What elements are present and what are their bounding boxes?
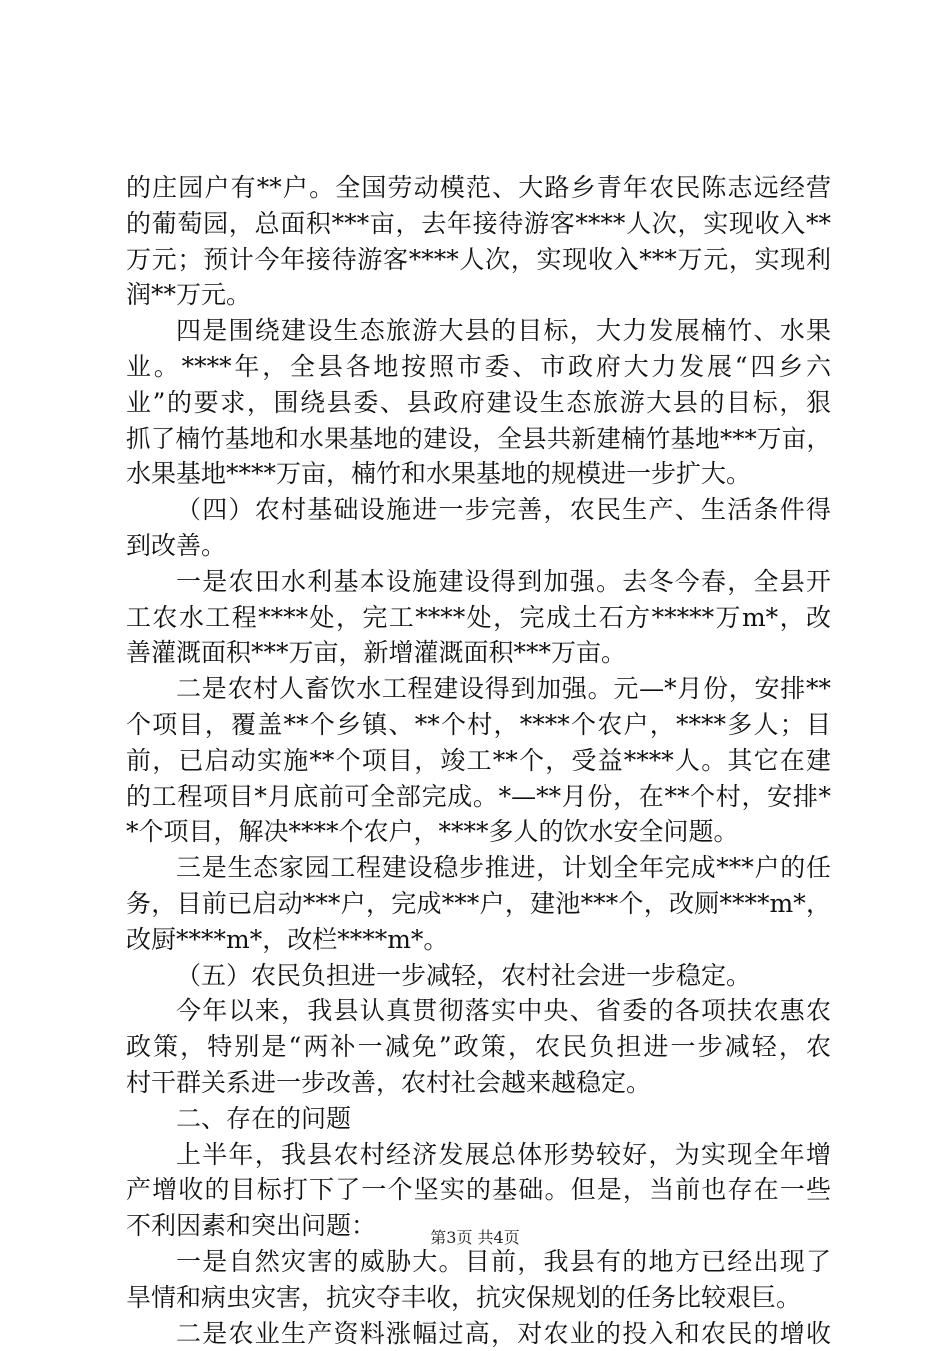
document-body [126, 170, 831, 1351]
text-line: 产增收的目标打下了一个坚实的基础。但是，当前也存在一些 [126, 1172, 831, 1208]
text-line: 四是围绕建设生态旅游大县的目标，大力发展楠竹、水果 [126, 313, 831, 349]
text-line: 务，目前已启动***户，完成***户，建池***个，改厕****m*， [126, 886, 831, 922]
text-line: 二、存在的问题 [126, 1101, 831, 1137]
text-line: 个项目，覆盖**个乡镇、**个村，****个农户，****多人；目 [126, 707, 831, 743]
text-line: 改厨****m*，改栏****m*。 [126, 922, 831, 958]
text-line: 业。****年，全县各地按照市委、市政府大力发展“四乡六 [126, 349, 831, 385]
text-line: 二是农村人畜饮水工程建设得到加强。元—*月份，安排** [126, 671, 831, 707]
text-line: 万元；预计今年接待游客****人次，实现收入***万元，实现利 [126, 242, 831, 278]
text-line: 三是生态家园工程建设稳步推进，计划全年完成***户的任 [126, 850, 831, 886]
text-line: 润**万元。 [126, 277, 831, 313]
text-line: （四）农村基础设施进一步完善，农民生产、生活条件得 [126, 492, 831, 528]
text-line: 上半年，我县农村经济发展总体形势较好，为实现全年增 [126, 1137, 831, 1173]
text-line: 抓了楠竹基地和水果基地的建设，全县共新建楠竹基地***万亩， [126, 421, 831, 457]
text-line: 业”的要求，围绕县委、县政府建设生态旅游大县的目标，狠 [126, 385, 831, 421]
text-line: 的工程项目*月底前可全部完成。*—**月份，在**个村，安排* [126, 779, 831, 815]
text-line: 村干群关系进一步改善，农村社会越来越稳定。 [126, 1065, 831, 1101]
text-line: 一是农田水利基本设施建设得到加强。去冬今春，全县开 [126, 564, 831, 600]
text-line: 的葡萄园，总面积***亩，去年接待游客****人次，实现收入** [126, 206, 831, 242]
text-line: 今年以来，我县认真贯彻落实中央、省委的各项扶农惠农 [126, 993, 831, 1029]
text-line: 旱情和病虫灾害，抗灾夺丰收，抗灾保规划的任务比较艰巨。 [126, 1280, 831, 1316]
text-line: 善灌溉面积***万亩，新增灌溉面积***万亩。 [126, 635, 831, 671]
text-line: 前，已启动实施**个项目，竣工**个，受益****人。其它在建 [126, 743, 831, 779]
text-line: *个项目，解决****个农户，****多人的饮水安全问题。 [126, 814, 831, 850]
text-line: 不利因素和突出问题： [126, 1208, 831, 1244]
text-line: 水果基地****万亩，楠竹和水果基地的规模进一步扩大。 [126, 456, 831, 492]
text-line: 的庄园户有**户。全国劳动模范、大路乡青年农民陈志远经营 [126, 170, 831, 206]
text-line: 二是农业生产资料涨幅过高，对农业的投入和农民的增收 [126, 1316, 831, 1351]
text-line: 政策，特别是“两补一减免”政策，农民负担进一步减轻，农 [126, 1029, 831, 1065]
text-line: 工农水工程****处，完工****处，完成土石方*****万m*，改 [126, 600, 831, 636]
text-line: 到改善。 [126, 528, 831, 564]
text-line: 一是自然灾害的威胁大。目前，我县有的地方已经出现了 [126, 1244, 831, 1280]
page-footer: 第3页 共4页 [0, 1225, 950, 1248]
text-line: （五）农民负担进一步减轻，农村社会进一步稳定。 [126, 958, 831, 994]
